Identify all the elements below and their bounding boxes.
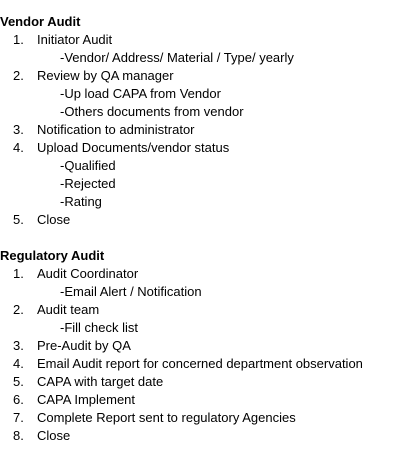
list-item [0,409,412,427]
list-text: Notification to administrator [37,122,195,137]
regulatory-audit-section [0,247,412,445]
list-number: 3. [13,122,24,137]
list-subitem: -Rating [60,194,102,209]
list-text: Upload Documents/vendor status [37,140,230,155]
list-text: Audit team [37,302,100,317]
list-text: Close [37,212,71,227]
list-text: Review by QA manager [37,68,174,83]
list-item [0,355,412,373]
list-number: 7. [13,410,24,425]
list-item [0,31,412,49]
list-number: 4. [13,140,24,155]
list-item [0,373,412,391]
list-item [0,67,412,85]
list-subitem: -Email Alert / Notification [60,284,202,299]
list-number: 8. [13,428,24,443]
list-text: Close [37,428,71,443]
list-subitem: -Others documents from vendor [60,104,244,119]
list-number: 5. [13,212,24,227]
list-number: 1. [13,266,24,281]
list-subitem: -Fill check list [60,320,139,335]
list-text: CAPA with target date [37,374,164,389]
list-item [0,139,412,157]
list-item [0,301,412,319]
list-subitem: -Up load CAPA from Vendor [60,86,221,101]
list-item [0,121,412,139]
list-subitem: -Rejected [60,176,116,191]
list-item [0,211,412,229]
list-item [0,337,412,355]
list-text: Audit Coordinator [37,266,139,281]
vendor-audit-section [0,13,412,229]
list-subitem: -Qualified [60,158,116,173]
list-number: 1. [13,32,24,47]
list-text: CAPA Implement [37,392,136,407]
list-item [0,427,412,445]
list-text: Initiator Audit [37,32,113,47]
list-item [0,391,412,409]
list-number: 2. [13,68,24,83]
list-text: Pre-Audit by QA [37,338,131,353]
list-number: 5. [13,374,24,389]
vendor-audit-heading: Vendor Audit [0,14,81,29]
list-text: Complete Report sent to regulatory Agencies [37,410,296,425]
list-subitem: -Vendor/ Address/ Material / Type/ yearly [60,50,294,65]
list-text: Email Audit report for concerned department observation [37,356,363,371]
list-item [0,265,412,283]
list-number: 3. [13,338,24,353]
list-number: 4. [13,356,24,371]
regulatory-audit-heading: Regulatory Audit [0,248,105,263]
list-number: 6. [13,392,24,407]
list-number: 2. [13,302,24,317]
